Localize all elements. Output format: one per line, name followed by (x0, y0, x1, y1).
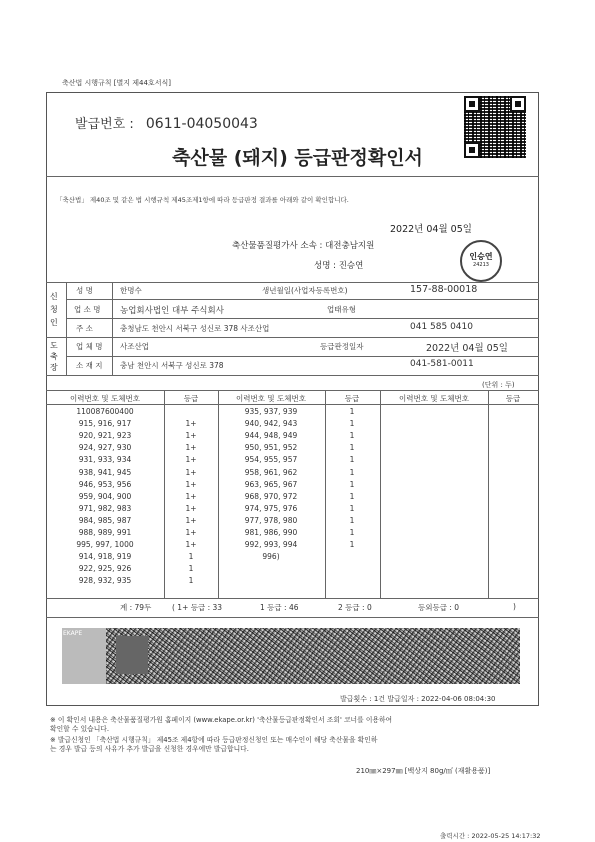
carcass-number-cell: 981, 986, 990 (244, 528, 298, 537)
carcass-number-cell: 938, 941, 945 (78, 467, 132, 477)
grade-cell: 1+ (185, 528, 197, 537)
slaughterhouse-name-label: 업 체 명 (76, 342, 103, 351)
address-label: 주 소 (76, 324, 93, 333)
grade-cell: 1 (349, 455, 355, 465)
carcass-number-cell: 984, 985, 987 (78, 515, 132, 525)
out-grade-total: 등외등급 : 0 (418, 603, 460, 612)
birth-value: 157-88-00018 (410, 284, 478, 295)
grade-cell: 1 (349, 431, 355, 441)
grade-cell: 1 (349, 503, 355, 513)
paper-spec: 210㎜×297㎜ [백상지 80g/㎡ (재활용품)] (356, 767, 491, 775)
issue-date: 2022년 04월 05일 (390, 224, 472, 235)
issue-number-line (75, 113, 258, 132)
grade-cell: 1 (188, 552, 194, 562)
hologram-box (116, 636, 148, 674)
slaughterhouse-address: 충남 천안시 서북구 성신로 378 (120, 361, 224, 370)
applicant-phone: 041 585 0410 (410, 322, 473, 332)
seal-text: 인승연 (469, 252, 493, 261)
slaughterhouse-name: 사조산업 (120, 342, 149, 351)
grading-date-label: 등급판정일자 (320, 342, 364, 351)
print-time: 출력시간 : 2022-05-25 14:17:32 (440, 832, 541, 840)
grade-2-total: 2 등급 : 0 (338, 603, 372, 612)
grade-cell: 1+ (185, 515, 197, 525)
grade-cell: 1 (349, 419, 355, 429)
totals-close: ) (513, 602, 516, 611)
grade-cell: 1 (349, 540, 355, 550)
biz-type-label: 업태유형 (327, 305, 356, 314)
unit-label: (단위 : 두) (482, 381, 515, 389)
table-header-cell: 등급 (505, 394, 521, 403)
carcass-number-cell: 950, 951, 952 (244, 443, 298, 453)
company-name: 농업회사법인 대부 주식회사 (120, 306, 224, 316)
carcass-number-cell: 924, 927, 930 (78, 443, 132, 453)
form-reference: 축산법 시행규칙 [별지 제44호서식] (62, 79, 171, 87)
grading-date: 2022년 04월 05일 (426, 343, 508, 354)
issue-number: 0611-04050043 (145, 116, 258, 132)
slaughterhouse-address-label: 소 재 지 (76, 361, 103, 370)
carcass-number-cell: 928, 932, 935 (78, 576, 132, 586)
carcass-number-cell: 946, 953, 956 (78, 479, 132, 489)
grade-cell: 1 (349, 515, 355, 525)
print-info: 발급횟수 : 1건 발급일자 : 2022-04-06 08:04:30 (340, 695, 496, 703)
note-line: ※ 이 확인서 내용은 축산물품질평가원 홈페이지 (www.ekape.or.kr) '축산물등급판정확인서 조회' 코너를 이용하여 (50, 716, 393, 724)
seal-number: 24213 (473, 262, 489, 268)
note-line: 확인할 수 있습니다. (50, 725, 110, 733)
grade-cell: 1+ (185, 479, 197, 489)
carcass-number-cell: 958, 961, 962 (244, 467, 298, 477)
grade-cell: 1 (349, 491, 355, 501)
birth-label: 생년월일(사업자등록번호) (262, 286, 348, 295)
grade-cell: 1 (188, 564, 194, 574)
grade-cell: 1+ (185, 455, 197, 465)
carcass-number-cell: 110087600400 (76, 407, 134, 416)
applicant-address: 충청남도 천안시 서북구 성신로 378 사조산업 (120, 324, 270, 333)
notes (50, 716, 392, 754)
grade-cell: 1+ (185, 443, 197, 453)
carcass-number-cell: 922, 925, 926 (78, 564, 132, 574)
grade-1plus-total: ( 1+ 등급 : 33 (172, 603, 223, 612)
grade-cell: 1 (349, 528, 355, 537)
applicant-section-label: 신청인 (50, 292, 58, 327)
ekape-mark: EKAPE (63, 630, 83, 637)
carcass-number-cell: 915, 916, 917 (78, 419, 132, 429)
evaluator-org: 축산물품질평가사 소속 : 대전충남지원 (232, 241, 375, 251)
carcass-number-cell: 954, 955, 957 (244, 455, 298, 465)
slaughterhouse-phone: 041-581-0011 (410, 359, 474, 369)
carcass-number-cell: 959, 904, 900 (78, 491, 132, 501)
carcass-number-cell: 996) (262, 552, 280, 562)
table-header-cell: 이력번호 및 도체번호 (399, 394, 469, 403)
table-header-cell: 등급 (183, 394, 199, 403)
carcass-number-cell: 935, 937, 939 (244, 407, 298, 416)
ekape-watermark (62, 628, 106, 684)
grade-cell: 1 (349, 467, 355, 477)
carcass-number-cell: 931, 933, 934 (78, 455, 132, 465)
carcass-number-cell: 963, 965, 967 (244, 479, 298, 489)
table-header-cell: 등급 (344, 394, 360, 403)
total-count: 계 : 79두 (120, 603, 152, 612)
grade-cell: 1 (349, 479, 355, 489)
carcass-number-cell: 992, 993, 994 (244, 540, 298, 550)
carcass-number-cell: 977, 978, 980 (244, 515, 298, 525)
carcass-number-cell: 974, 975, 976 (244, 503, 298, 513)
grade-cell: 1 (188, 576, 194, 586)
note-line: ※ 발급신청인 「축산법 시행규칙」 제45조 제4항에 따라 등급판정신청인 또는 매수인이 해당 축산물을 확인하 (50, 736, 378, 744)
applicant-name: 한명수 (120, 286, 142, 295)
applicant-name-label: 성 명 (76, 286, 93, 295)
carcass-number-cell: 988, 989, 991 (78, 528, 132, 537)
carcass-number-cell: 914, 918, 919 (78, 552, 132, 562)
evaluator-name: 성명 : 진승연 (314, 261, 364, 271)
company-label: 업 소 명 (74, 305, 101, 314)
grade-cell: 1+ (185, 491, 197, 501)
carcass-number-cell: 944, 948, 949 (244, 431, 298, 441)
carcass-number-cell: 968, 970, 972 (244, 491, 298, 501)
grade-cell: 1+ (185, 431, 197, 441)
slaughterhouse-section-label: 도축장 (50, 341, 58, 372)
carcass-number-cell: 971, 982, 983 (78, 503, 132, 513)
grade-cell: 1+ (185, 467, 197, 477)
note-line: 는 경우 발급 등의 사유가 추가 발급을 신청한 경우에만 발급합니다. (50, 745, 249, 753)
grade-cell: 1 (349, 443, 355, 453)
grade-cell: 1 (349, 407, 355, 416)
carcass-number-cell: 940, 942, 943 (244, 419, 298, 429)
grade-cell: 1+ (185, 419, 197, 429)
intro-text: 「축산법」 제40조 및 같은 법 시행규칙 제45조제1항에 따라 등급판정 결과를 아래와 같이 확인합니다. (56, 196, 349, 204)
carcass-number-cell: 920, 921, 923 (78, 431, 132, 441)
document-title: 축산물 (돼지) 등급판정확인서 (172, 147, 423, 169)
issue-label: 발급번호 : (75, 117, 134, 132)
carcass-number-cell: 995, 997, 1000 (76, 540, 134, 550)
table-header-cell: 이력번호 및 도체번호 (70, 394, 140, 403)
table-header-cell: 이력번호 및 도체번호 (236, 394, 306, 403)
grade-cell: 1+ (185, 540, 197, 550)
official-seal-icon (460, 240, 502, 282)
grade-cell: 1+ (185, 503, 197, 513)
grade-1-total: 1 등급 : 46 (260, 603, 299, 612)
